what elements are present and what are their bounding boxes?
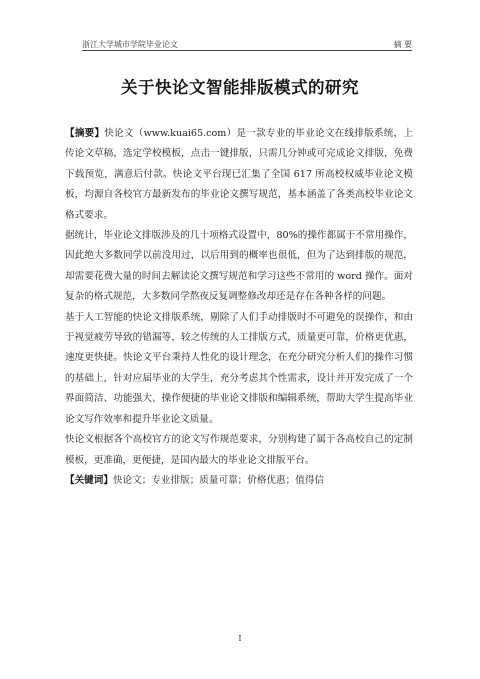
running-header xyxy=(82,34,412,50)
abstract-label: 【摘要】 xyxy=(65,128,105,139)
keywords-text: 快论文；专业排版；质量可靠；价格优惠；值得信 xyxy=(112,474,325,486)
abstract-paragraph-text: 快论文（www.kuai65.com）是一款专业的毕业论文在线排版系统，上传论文草稿，选定学校模板，点击一键排版，只需几分钟或可完成论文排版，免费下载预览，满意后付款。快论文平台现已汇集了全国 617 所高校权威毕业论文模板，均源自各校官方最新发布的毕业论文撰写规范，基本涵盖了各类高校毕业论文格式要求。 xyxy=(65,128,413,221)
header-divider xyxy=(82,50,412,51)
header-left-text: 浙江大学城市学院毕业论文 xyxy=(82,40,178,49)
abstract-paragraph: 快论文根据各个高校官方的论文写作规范要求，分别构建了属于各高校自己的定制模板，更准确，更便捷，是国内最大的毕业论文排版平台。 xyxy=(65,434,413,466)
abstract-paragraph: 据统计，毕业论文排版涉及的几十项格式设置中，80%的操作都属于不常用操作，因此绝大多数同学以前没用过，以后用到的概率也很低，但为了达到排版的规范，却需要花费大量的时间去解读论文撰写规范和学习这些不常用的 word 操作。面对复杂的格式规范，大多数同学熬夜反复调整修改却还是存在各种各样的问题。 xyxy=(65,230,413,303)
document-title: 关于快论文智能排版模式的研究 xyxy=(121,78,359,97)
abstract-paragraph: 基于人工智能的快论文排版系统，剔除了人们手动排版时不可避免的误操作，和由于视觉疲劳导致的错漏等，较之传统的人工排版方式，质量更可靠，价格更优惠，速度更快捷。快论文平台秉持人性化的设计理念，在充分研究分析人们的操作习惯的基础上，针对应届毕业的大学生，充分考虑其个性需求，设计并开发完成了一个界面简洁、功能强大、操作便捷的毕业论文排版和编辑系统，帮助大学生提高毕业论文写作效率和提升毕业论文质量。 xyxy=(65,311,413,425)
keywords-line xyxy=(65,471,413,491)
abstract-body xyxy=(65,124,413,491)
keywords-label: 【关键词】 xyxy=(65,474,113,486)
header-right-text: 摘 要 xyxy=(393,40,412,49)
page-number: I xyxy=(238,634,242,643)
abstract-paragraph xyxy=(65,124,413,226)
